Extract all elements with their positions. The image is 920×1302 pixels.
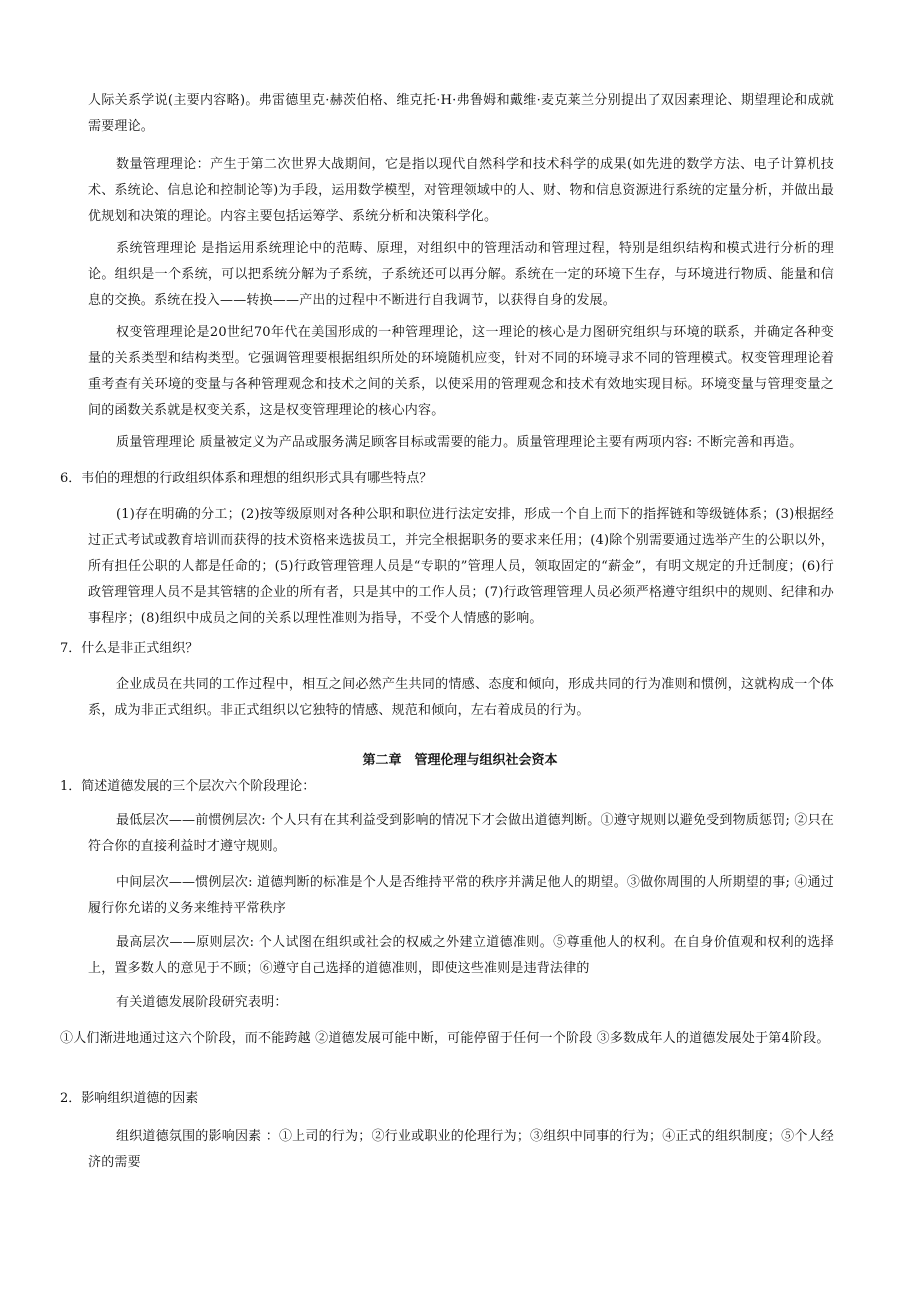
question-7: 7．什么是非正式组织？	[60, 641, 199, 656]
paragraph-research-findings: ①人们渐进地通过这六个阶段，而不能跨越 ②道德发展可能中断，可能停留于任何一个阶段 ③多数成年人的道德发展处于第4阶段。	[60, 1031, 830, 1046]
paragraph-lowest-level: 最低层次——前惯例层次: 个人只有在其利益受到影响的情况下才会做出道德判断。①遵守规则以避免受到物质惩罚; ②只在符合你的直接利益时才遵守规则。	[88, 813, 834, 854]
paragraph-quantitative-management: 数量管理理论：产生于第二次世界大战期间，它是指以现代自然科学和技术科学的成果(如先进的数学方法、电子计算机技术、系统论、信息论和控制论等)为手段，运用数学模型，对管理领域中的人、财、物和信息资源进行系统的定量分析，并做出最优规划和决策的理论。内容主要包括运筹学、系统分析和决策科学化。	[88, 157, 834, 224]
question-6: 6．韦伯的理想的行政组织体系和理想的组织形式具有哪些特点？	[60, 471, 433, 486]
paragraph-quality-management: 质量管理理论 质量被定义为产品或服务满足顾客目标或需要的能力。质量管理理论主要有两项内容: 不断完善和再造。	[116, 435, 803, 450]
paragraph-informal-organization: 企业成员在共同的工作过程中，相互之间必然产生共同的情感、态度和倾向，形成共同的行为准则和惯例，这就构成一个体系，成为非正式组织。非正式组织以它独特的情感、规范和倾向，左右着成员的行为。	[88, 677, 834, 718]
paragraph-weber-features: (1)存在明确的分工；(2)按等级原则对各种公职和职位进行法定安排，形成一个自上而下的指挥链和等级链体系；(3)根据经过正式考试或教育培训而获得的技术资格来选拔员工，并完全根据职务的要求来任用；(4)除个别需要通过选举产生的公职以外，所有担任公职的人都是任命的；(5)行政管理管理人员是“专职的”管理人员，领取固定的“薪金”，有明文规定的升迁制度；(6)行政管理管理人员不是其管辖的企业的所有者，只是其中的工作人员；(7)行政管理管理人员必须严格遵守组织中的规则、纪律和办事程序；(8)组织中成员之间的关系以理性准则为指导，不受个人情感的影响。	[88, 507, 834, 626]
question-2: 2．影响组织道德的因素	[60, 1091, 199, 1106]
paragraph-research-shows: 有关道德发展阶段研究表明：	[116, 995, 288, 1010]
question-1: 1．简述道德发展的三个层次六个阶段理论：	[60, 779, 316, 794]
paragraph-middle-level: 中间层次——惯例层次: 道德判断的标准是个人是否维持平常的秩序并满足他人的期望。③做你周围的人所期望的事; ④通过履行你允诺的义务来维持平常秩序	[88, 875, 834, 916]
paragraph-ethics-factors: 组织道德氛围的影响因素 ：①上司的行为；②行业或职业的伦理行为；③组织中同事的行为；④正式的组织制度；⑤个人经济的需要	[88, 1129, 834, 1170]
paragraph-contingency-management: 权变管理理论是20世纪70年代在美国形成的一种管理理论，这一理论的核心是力图研究组织与环境的联系，并确定各种变量的关系类型和结构类型。它强调管理要根据组织所处的环境随机应变，针对不同的环境寻求不同的管理模式。权变管理理论着重考查有关环境的变量与各种管理观念和技术之间的关系，以使采用的管理观念和技术有效地实现目标。环境变量与管理变量之间的函数关系就是权变关系，这是权变管理理论的核心内容。	[88, 325, 834, 418]
paragraph-human-relations: 人际关系学说(主要内容略)。弗雷德里克·赫茨伯格、维克托·H·弗鲁姆和戴维·麦克莱兰分别提出了双因素理论、期望理论和成就需要理论。	[88, 93, 834, 134]
paragraph-highest-level: 最高层次——原则层次: 个人试图在组织或社会的权威之外建立道德准则。⑤尊重他人的权利。在自身价值观和权利的选择上，置多数人的意见于不顾；⑥遵守自己选择的道德准则，即使这些准则是违背法律的	[88, 935, 834, 976]
paragraph-systems-management: 系统管理理论 是指运用系统理论中的范畴、原理，对组织中的管理活动和管理过程，特别是组织结构和模式进行分析的理论。组织是一个系统，可以把系统分解为子系统，子系统还可以再分解。系统在一定的环境下生存，与环境进行物质、能量和信息的交换。系统在投入——转换——产出的过程中不断进行自我调节，以获得自身的发展。	[88, 241, 834, 308]
chapter-title: 第二章 管理伦理与组织社会资本	[362, 753, 558, 768]
